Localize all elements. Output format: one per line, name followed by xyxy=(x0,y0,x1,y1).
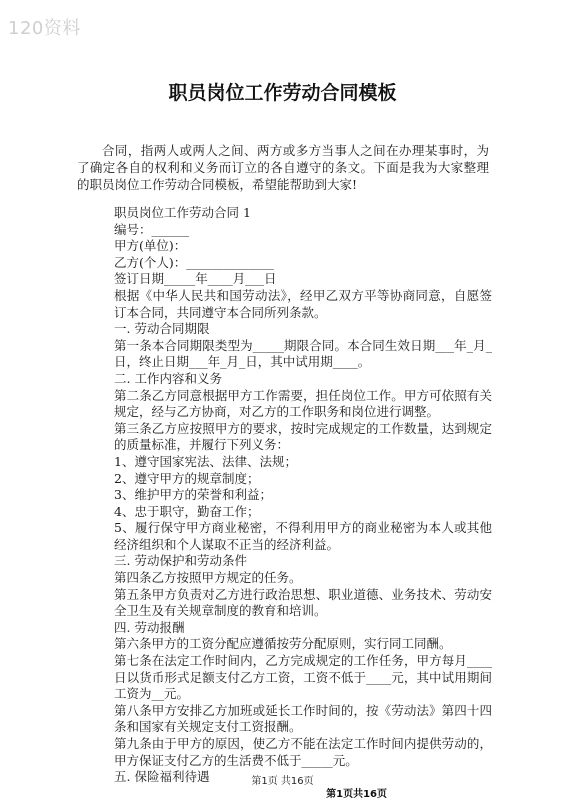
contract-number-line: 编号：______ xyxy=(114,221,190,237)
duty-item-2: 2、遵守甲方的规章制度； xyxy=(114,470,260,486)
contract-body xyxy=(114,205,492,786)
intro-paragraph: 合同，指两人或两人之间、两方或多方当事人之间在办理某事时，为了确定各自的权利和义务而订立的各自遵守的条文。下面是我为大家整理的职员岗位工作劳动合同模板，希望能帮助到大家! xyxy=(77,142,489,192)
duty-item-5: 5、履行保守甲方商业秘密，不得利用甲方的商业秘密为本人或其他经济组织和个人谋取不正当的经济利益。 xyxy=(114,520,492,552)
article-6: 第六条甲方的工资分配应遵循按劳分配原则，实行同工同酬。 xyxy=(114,636,452,652)
article-5: 第五条甲方负责对乙方进行政治思想、职业道德、业务技术、劳动安全卫生及有关规章制度的教育和培训。 xyxy=(114,586,492,619)
party-a-line: 甲方(单位)： xyxy=(114,238,187,254)
page-footer-right: 第1页共16页 xyxy=(326,789,387,800)
signing-date-line: 签订日期_____年____月___日 xyxy=(114,271,277,287)
article-1: 第一条本合同期限类型为_____期限合同。本合同生效日期___年_月_日，终止日期___年_月_日，其中试用期____。 xyxy=(114,337,492,370)
article-2: 第二条乙方同意根据甲方工作需要，担任岗位工作。甲方可依照有关规定，经与乙方协商，对乙方的工作职务和岗位进行调整。 xyxy=(114,387,492,420)
section-heading-duties: 二. 工作内容和义务 xyxy=(114,370,222,386)
duty-item-1: 1、遵守国家宪法、法律、法规； xyxy=(114,453,297,469)
article-9: 第九条由于甲方的原因，使乙方不能在法定工作时间内提供劳动的，甲方保证支付乙方的生活费不低于_____元。 xyxy=(114,736,492,768)
page-footer: 第1页 共16页 xyxy=(251,776,314,787)
watermark-logo: 120资料 xyxy=(8,18,81,39)
duty-item-4: 4、忠于职守，勤奋工作； xyxy=(114,503,260,519)
document-title: 职员岗位工作劳动合同模板 xyxy=(168,82,397,104)
article-3: 第三条乙方应按照甲方的要求，按时完成规定的工作数量，达到规定的质量标准，并履行下列义务： xyxy=(114,420,492,453)
section-heading-protection: 三. 劳动保护和劳动条件 xyxy=(114,553,247,569)
contract-heading: 职员岗位工作劳动合同 1 xyxy=(114,205,251,220)
duty-item-3: 3、维护甲方的荣誉和利益； xyxy=(114,487,272,503)
article-7: 第七条在法定工作时间内，乙方完成规定的工作任务，甲方每月____日以货币形式足额支付乙方工资，工资不低于____元，其中试用期间工资为__元。 xyxy=(114,653,492,702)
section-heading-pay: 四. 劳动报酬 xyxy=(114,619,185,635)
article-8: 第八条甲方安排乙方加班或延长工作时间的，按《劳动法》第四十四条和国家有关规定支付工资报酬。 xyxy=(114,702,492,735)
article-4: 第四条乙方按照甲方规定的任务。 xyxy=(114,570,302,586)
party-b-line: 乙方(个人)：______________ xyxy=(114,254,274,270)
section-heading-term: 一. 劳动合同期限 xyxy=(114,321,210,337)
section-heading-insurance: 五. 保险福利待遇 xyxy=(114,769,210,785)
basis-paragraph: 根据《中华人民共和国劳动法》，经甲乙双方平等协商同意，自愿签订本合同，共同遵守本合同所列条款。 xyxy=(114,287,492,320)
